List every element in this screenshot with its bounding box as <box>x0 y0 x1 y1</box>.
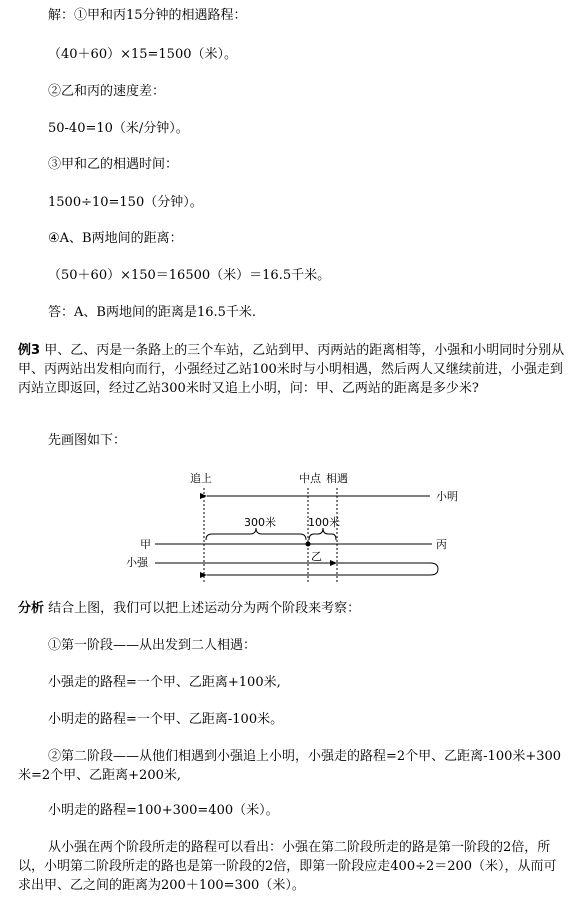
label-xiaoqiang: 小强 <box>126 556 148 569</box>
label-jia: 甲 <box>140 538 151 551</box>
conclusion: 从小强在两个阶段所走的路程可以看出：小强在第二阶段所走的路是第一阶段的2倍，所以，小明第二阶段所走的路也是第一阶段的2倍，即第一阶段应走400÷2＝200（米），从而可求出甲、乙之间的距离为200＋100=300（米）。 <box>18 840 557 893</box>
draw-first-line: 先画图如下： <box>48 433 127 448</box>
answer-line: 答：A、B两地间的距离是16.5千米. <box>48 305 257 320</box>
stage-1: ①第一阶段——从出发到二人相遇： <box>48 638 257 653</box>
label-xiangyu: 相遇 <box>326 472 348 485</box>
stage-2: ②第二阶段——从他们相遇到小强追上小明，小强走的路程=2个甲、乙距离-100米+300米=2个甲、乙距离+200米, <box>18 749 562 783</box>
yi-station-dot <box>306 542 311 547</box>
label-bing: 丙 <box>436 538 447 551</box>
equation-3: 1500÷10=150（分钟）。 <box>48 195 203 210</box>
brace-100 <box>309 528 336 540</box>
solution-intro: 解：①甲和丙15分钟的相遇路程： <box>48 8 247 23</box>
example-3-text: 甲、乙、丙是一条路上的三个车站，乙站到甲、丙两站的距离相等，小强和小明同时分别从甲、丙两站出发相向而行，小强经过乙站100米时与小明相遇，然后两人又继续前进，小强走到丙站立即返回，经过乙站300米时又追上小明，问：甲、乙两站的距离是多少米? <box>18 343 565 396</box>
equation-1: （40＋60）×15=1500（米）。 <box>48 47 237 62</box>
label-xiaoming: 小明 <box>436 490 458 503</box>
stage-2-xiaoming: 小明走的路程=100+300=400（米）。 <box>48 803 279 818</box>
label-300: 300米 <box>244 516 276 529</box>
xiaoqiang-return <box>207 563 438 575</box>
equation-2: 50-40=10（米/分钟）。 <box>48 121 189 136</box>
analysis-label: 分析 <box>18 601 45 616</box>
stage-1-xiaoming: 小明走的路程=一个甲、乙距离-100米。 <box>48 712 284 727</box>
label-yi: 乙 <box>311 550 322 563</box>
step-4: ④A、B两地间的距离： <box>48 231 183 246</box>
step-3: ③甲和乙的相遇时间： <box>48 157 179 172</box>
label-zhongdian: 中点 <box>299 472 321 485</box>
label-zhuishang: 追上 <box>190 472 212 485</box>
motion-diagram <box>0 464 580 584</box>
equation-4: （50＋60）×150＝16500（米）＝16.5千米。 <box>48 268 331 283</box>
step-2: ②乙和丙的速度差： <box>48 84 166 99</box>
example-3-paragraph <box>18 341 566 398</box>
analysis-intro: 结合上图，我们可以把上述运动分为两个阶段来考察： <box>48 601 361 616</box>
analysis-heading <box>18 601 360 617</box>
label-100: 100米 <box>308 516 340 529</box>
example-3-label: 例3 <box>18 343 41 358</box>
brace-300 <box>206 528 306 540</box>
stage-1-xiaoqiang: 小强走的路程=一个甲、乙距离+100米, <box>48 675 281 690</box>
